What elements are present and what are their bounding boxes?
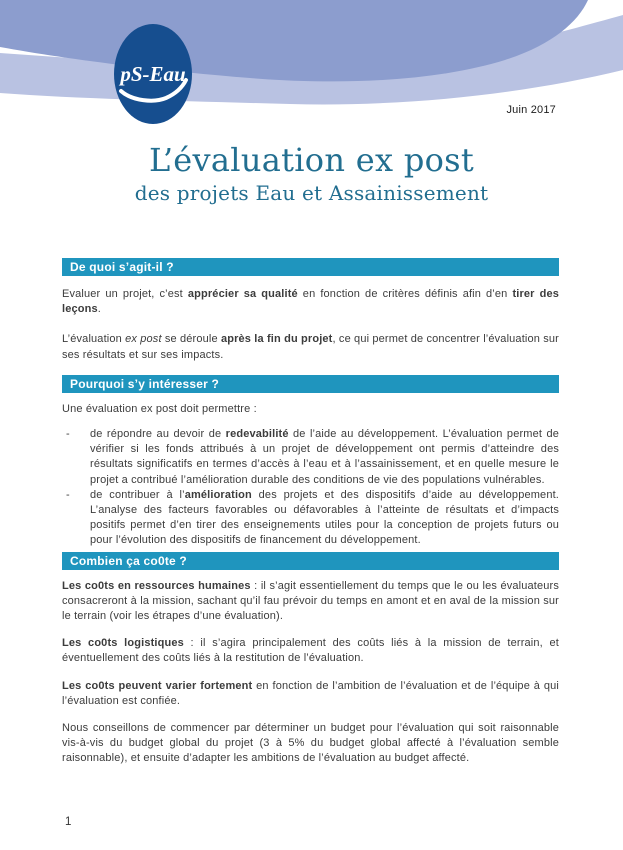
- bullet-dash: -: [66, 428, 70, 441]
- bullet-text: de contribuer à l’amélioration des projets et des dispositifs d’aide au développement. L’analyse des facteurs favorables ou défavorables à l’atteinte de résultats et d’impacts positifs permet d’en tirer des enseignements utiles pour la conception de projets futurs ou pour l’évolution des dispositifs de financement du développement.: [90, 488, 559, 547]
- paragraph: Une évaluation ex post doit permettre :: [62, 402, 257, 415]
- bullet-dash: -: [66, 488, 70, 501]
- section-combien-ca-coute: [62, 552, 559, 767]
- title-block: [0, 140, 623, 206]
- section-heading-bar: Combien ça co0te ?: [62, 552, 559, 570]
- paragraph: Les co0ts peuvent varier fortement en fonction de l’ambition de l’évaluation et de l’équipe à qui l’évaluation est confiée.: [62, 679, 559, 707]
- page-subtitle: des projets Eau et Assainissement: [134, 181, 489, 205]
- date-label: Juin 2017: [506, 104, 556, 116]
- ps-eau-logo: [112, 22, 194, 126]
- section-pourquoi-sy-interesser: [62, 375, 559, 549]
- logo-text: pS-Eau: [120, 62, 186, 86]
- page-title: L’évaluation ex post: [148, 141, 475, 179]
- section-heading-bar: Pourquoi s’y intéresser ?: [62, 375, 559, 393]
- paragraph: L’évaluation ex post se déroule après la fin du projet, ce qui permet de concentrer l’évaluation sur ses résultats et sur ses impacts.: [62, 333, 559, 361]
- paragraph: Les co0ts en ressources humaines : il s’agit essentiellement du temps que le ou les évaluateurs consacreront à la mission, sachant qu’il fau prévoir du temps en amont et en aval de la mission sur le terrain (voir les étrapes d’une évaluation).: [62, 579, 559, 623]
- paragraph: Nous conseillons de commencer par déterminer un budget pour l’évaluation qui soit raisonnable vis-à-vis du budget global du projet (3 à 5% du budget global affecté à l’évaluation semble raisonnable), et ensuite d’adapter les ambitions de l’évaluation au budget affecté.: [62, 722, 559, 765]
- section-heading-bar: De quoi s’agit-il ?: [62, 258, 559, 276]
- bullet-item: [62, 488, 559, 549]
- bullet-item: [62, 427, 559, 488]
- paragraph: Les co0ts logistiques : il s’agira principalement des coûts liés à la mission de terrain, et éventuellement des coûts liés à la restitution de l’évaluation.: [62, 637, 559, 665]
- paragraph: Evaluer un projet, c’est apprécier sa qualité en fonction de critères définis afin d’en tirer des leçons.: [62, 288, 559, 316]
- page-number: 1: [65, 816, 72, 828]
- document-content: [62, 258, 559, 779]
- section-de-quoi-sagit-il: [62, 258, 559, 363]
- bullet-list: [62, 427, 559, 549]
- bullet-text: de répondre au devoir de redevabilité de l’aide au développement. L’évaluation permet de vérifier si les fonds attribués à un projet de développement ont permis d’atteindre des résultats significatifs en termes d’accès à l’eau et à l’assainissement, et en quelle mesure le projet a contribué l’amélioration durable des conditions de vie des populations vulnérables.: [90, 428, 559, 486]
